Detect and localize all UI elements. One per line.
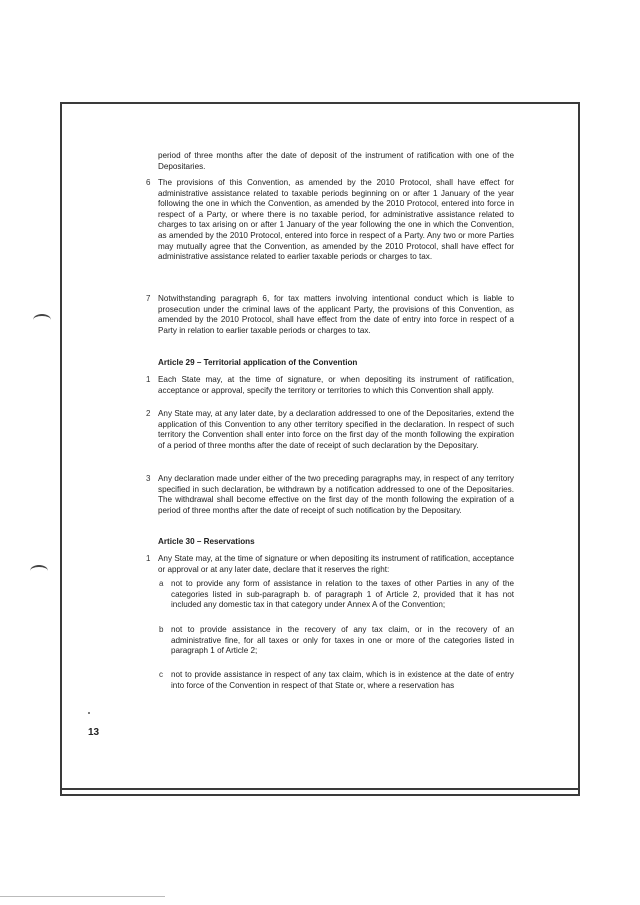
article-30-subparagraph-c: not to provide assistance in respect of any tax claim, which is in existence at the date of entry into force of the Convention in respect of that State or, where a reservation has <box>171 670 514 690</box>
article-30-paragraph-1: Any State may, at the time of signature or when depositing its instrument of ratification, acceptance or approval or at any later date, declare that it reserves the right: <box>158 554 514 574</box>
subparagraph-letter: c <box>159 670 163 679</box>
paragraph-5-continued: period of three months after the date of deposit of the instrument of ratification with one of the Depositaries. <box>158 151 514 171</box>
paragraph-number: 2 <box>146 409 151 418</box>
scan-line <box>0 896 165 897</box>
paragraph-number: 1 <box>146 554 151 563</box>
paragraph-6: The provisions of this Convention, as amended by the 2010 Protocol, shall have effect for administrative assistance related to taxable periods beginning on or after 1 January of the year following the one in which the Convention, as amended by the 2010 Protocol, entered into force in respect of a Party, or where there is no taxable period, for administrative assistance related to charges to tax arising on or after 1 January of the year following the one in which the Convention, as amended by the 2010 Protocol, entered into force in respect of a Party. Any two or more Parties may mutually agree that the Convention, as amended by the 2010 Protocol, shall have effect for administrative assistance related to earlier taxable periods or charges to tax. <box>158 178 514 262</box>
subparagraph-letter: b <box>159 625 164 634</box>
margin-mark <box>33 314 51 326</box>
article-30-heading: Article 30 – Reservations <box>158 537 255 546</box>
scan-dot <box>88 712 90 714</box>
paragraph-number: 6 <box>146 178 151 187</box>
margin-mark <box>30 565 48 577</box>
article-29-paragraph-3: Any declaration made under either of the two preceding paragraphs may, in respect of any territory specified in such declaration, be withdrawn by a notification addressed to one of the Depositaries. The withdrawal shall become effective on the first day of the month following the expiration of a period of three months after the date of receipt of such notification by the Depositary. <box>158 474 514 515</box>
paragraph-number: 1 <box>146 375 151 384</box>
subparagraph-letter: a <box>159 579 164 588</box>
article-29-heading: Article 29 – Territorial application of the Convention <box>158 358 358 367</box>
article-30-subparagraph-b: not to provide assistance in the recovery of any tax claim, or in the recovery of an administrative fine, for all taxes or only for taxes in one or more of the categories listed in paragraph 1 of Article 2; <box>171 625 514 656</box>
paragraph-number: 7 <box>146 294 151 303</box>
article-29-paragraph-1: Each State may, at the time of signature, or when depositing its instrument of ratification, acceptance or approval, specify the territory or territories to which this Convention shall apply. <box>158 375 514 395</box>
page-number: 13 <box>88 727 100 738</box>
paragraph-number: 3 <box>146 474 151 483</box>
article-29-paragraph-2: Any State may, at any later date, by a declaration addressed to one of the Depositaries, extend the application of this Convention to any other territory specified in the declaration. In respect of such territory the Convention shall enter into force on the first day of the month following the expiration of a period of three months after the date of receipt of such declaration by the Depositary. <box>158 409 514 450</box>
page-border-bottom-line <box>60 788 580 790</box>
article-30-subparagraph-a: not to provide any form of assistance in relation to the taxes of other Parties in any of the categories listed in sub-paragraph b. of paragraph 1 of Article 2, provided that it has not included any domestic tax in that category under Annex A of the Convention; <box>171 579 514 610</box>
paragraph-7: Notwithstanding paragraph 6, for tax matters involving intentional conduct which is liable to prosecution under the criminal laws of the applicant Party, the provisions of this Convention, as amended by the 2010 Protocol, shall have effect from the date of entry into force in respect of a Party in relation to earlier taxable periods or charges to tax. <box>158 294 514 335</box>
